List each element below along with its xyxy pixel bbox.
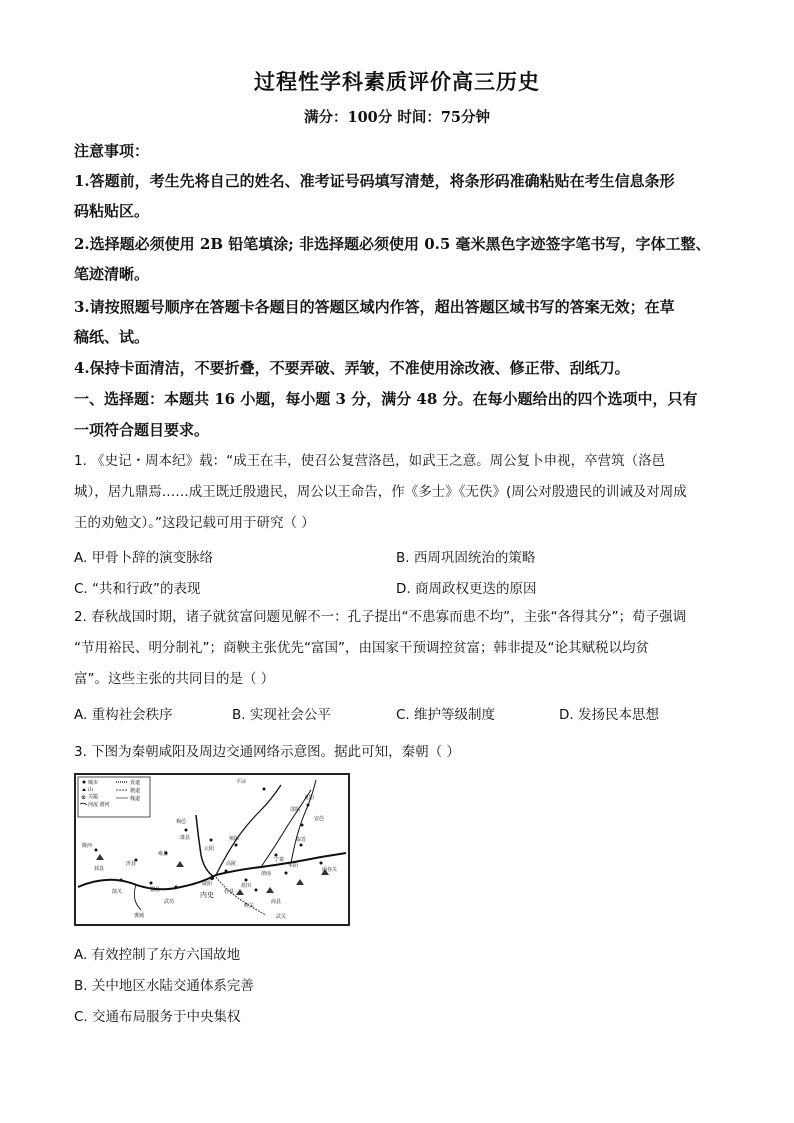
label-weinan: 渭南 xyxy=(261,871,272,877)
label-neishi: 内史 xyxy=(200,891,214,899)
label-sanguan: 散关 xyxy=(112,889,123,895)
label-anyi: 安邑 xyxy=(314,816,325,822)
score-time-info: 满分：100分 时间：75分钟 xyxy=(304,109,490,126)
q3-option-b[interactable]: B. 关中地区水陆交通体系完善 xyxy=(74,978,254,994)
label-xianyang: 咸阳 xyxy=(202,881,213,887)
section1-heading-line-1: 一、选择题：本题共 16 小题，每小题 3 分，满分 48 分。在每小题给出的四个选项中，只有 xyxy=(74,390,698,408)
yellow-river xyxy=(291,780,316,863)
label-qixian: 漆县 xyxy=(180,835,191,841)
label-linjin: 临晋 xyxy=(296,837,307,843)
q1-option-a[interactable]: A. 甲骨卜辞的演变脉络 xyxy=(74,550,214,566)
q1-option-d[interactable]: D. 商周政权更迭的原因 xyxy=(396,581,537,597)
label-xunyi: 栒邑 xyxy=(176,819,187,825)
legend-river-icon xyxy=(80,803,87,805)
label-gaoling: 高陵 xyxy=(226,861,237,867)
label-yongxian: 雍县 xyxy=(158,851,169,857)
map-svg xyxy=(76,775,348,924)
label-pinyang: 频阳 xyxy=(229,836,240,842)
page-title: 过程性学科素质评价高三历史 xyxy=(254,69,540,94)
label-guixian: 邽县 xyxy=(94,866,105,872)
label-heyang: 郃阳 xyxy=(290,807,301,813)
q2-stem-line-1: 2. 春秋战国时期，诸子就贫富问题见解不一：孔子提出“不患寡而患不均”，主张“各得其分”；荀子强调 xyxy=(74,609,687,625)
q3-option-c[interactable]: C. 交通布局服务于中央集权 xyxy=(74,1009,241,1025)
label-baocheng: 褒城 xyxy=(134,913,145,919)
place-labels xyxy=(82,778,337,920)
q2-stem-line-2: “节用裕民、明分制礼”；商鞅主张优先“富国”，由国家干预调控贫富；韩非提及“论其赋税以均贫 xyxy=(74,640,649,656)
label-huayin: 华阴 xyxy=(288,863,299,869)
legend-straight-road: 直道 xyxy=(130,780,141,786)
legend-pass: 关隘 xyxy=(88,794,99,800)
notice-item-2-line-1: 2.选择题必须使用 2B 铅笔填涂; 非选择题必须使用 0.5 毫米黑色字迹签字笔书写，字体工整、 xyxy=(74,235,711,253)
notice-heading: 注意事项： xyxy=(74,142,150,160)
q2-option-c[interactable]: C. 维护等级制度 xyxy=(396,707,496,723)
notice-item-4: 4.保持卡面清洁，不要折叠，不要弄破、弄皱，不准使用涂改液、修正带、刮纸刀。 xyxy=(74,359,630,377)
q1-stem-line-2: 城），居九鼎焉……成王既迁殷遗民，周公以王命告，作《多士》《无佚》(周公对殷遗民的训诫及对周成 xyxy=(74,484,687,500)
legend-mountain: 山 xyxy=(88,787,94,793)
label-yaoguan: 峣关 xyxy=(244,903,255,909)
qin-transport-map xyxy=(74,773,350,926)
q1-option-b[interactable]: B. 西周巩固统治的策略 xyxy=(396,550,536,566)
legend-river: 河流 渭河 xyxy=(88,802,110,808)
section1-heading-line-2: 一项符合题目要求。 xyxy=(74,421,210,439)
notice-item-3-line-2: 稿纸、试。 xyxy=(74,328,150,346)
legend-mountain-icon xyxy=(82,788,86,791)
q2-stem-line-3: 富”。这些主张的共同目的是（ ） xyxy=(74,671,275,687)
notice-item-1-line-2: 码粘贴区。 xyxy=(74,202,150,220)
label-shangxian: 商县 xyxy=(271,899,282,905)
label-lantian: 蓝田 xyxy=(241,883,252,889)
label-qianxian: 汧县 xyxy=(126,861,137,867)
q2-option-a[interactable]: A. 重构社会秩序 xyxy=(74,707,173,723)
label-wugong: 武功 xyxy=(164,899,175,905)
baoxie-road xyxy=(134,885,141,910)
label-pingliang: 平凉 xyxy=(236,779,247,785)
label-xiayang: 夏阳 xyxy=(304,795,315,801)
notice-item-2-line-2: 笔迹清晰。 xyxy=(74,265,150,283)
label-duxian: 杜县 xyxy=(224,889,235,895)
legend-chidao: 驰道 xyxy=(130,788,141,794)
legend-plank-road: 栈道 xyxy=(130,796,141,802)
legend-city: 城市 xyxy=(88,780,99,786)
q2-option-d[interactable]: D. 发扬民本思想 xyxy=(559,707,659,723)
label-wuguan: 武关 xyxy=(276,914,287,920)
q2-option-b[interactable]: B. 实现社会公平 xyxy=(232,707,331,723)
label-yunyang: 云阳 xyxy=(204,846,215,852)
q1-stem-line-1: 1. 《史记・周本纪》载：“成王在丰，使召公复营洛邑，如武王之意。周公复卜申视，卒营筑（洛邑 xyxy=(74,453,666,469)
label-meixian: 郿县 xyxy=(150,887,161,893)
label-longxi: 陇西 xyxy=(82,843,93,849)
legend-pass-icon: ※ xyxy=(81,794,87,801)
q1-option-c[interactable]: C. “共和行政”的表现 xyxy=(74,581,201,597)
label-hanguguan: 函谷关 xyxy=(322,867,338,873)
q3-option-a[interactable]: A. 有效控制了东方六国故地 xyxy=(74,947,241,963)
q1-stem-line-3: 王的劝勉文）。”这段记载可用于研究（ ） xyxy=(74,515,315,531)
legend-city-icon xyxy=(83,781,86,784)
label-ningqin: 宁秦 xyxy=(274,857,285,863)
city-dots xyxy=(95,788,323,892)
notice-item-3-line-1: 3.请按照题号顺序在答题卡各题目的答题区域内作答，超出答题区域书写的答案无效；在草 xyxy=(74,298,675,316)
notice-item-1-line-1: 1.答题前，考生先将自己的姓名、准考证号码填写清楚，将条形码准确粘贴在考生信息条形 xyxy=(74,172,675,190)
q3-stem: 3. 下图为秦朝咸阳及周边交通网络示意图。据此可知，秦朝（ ） xyxy=(74,744,460,760)
